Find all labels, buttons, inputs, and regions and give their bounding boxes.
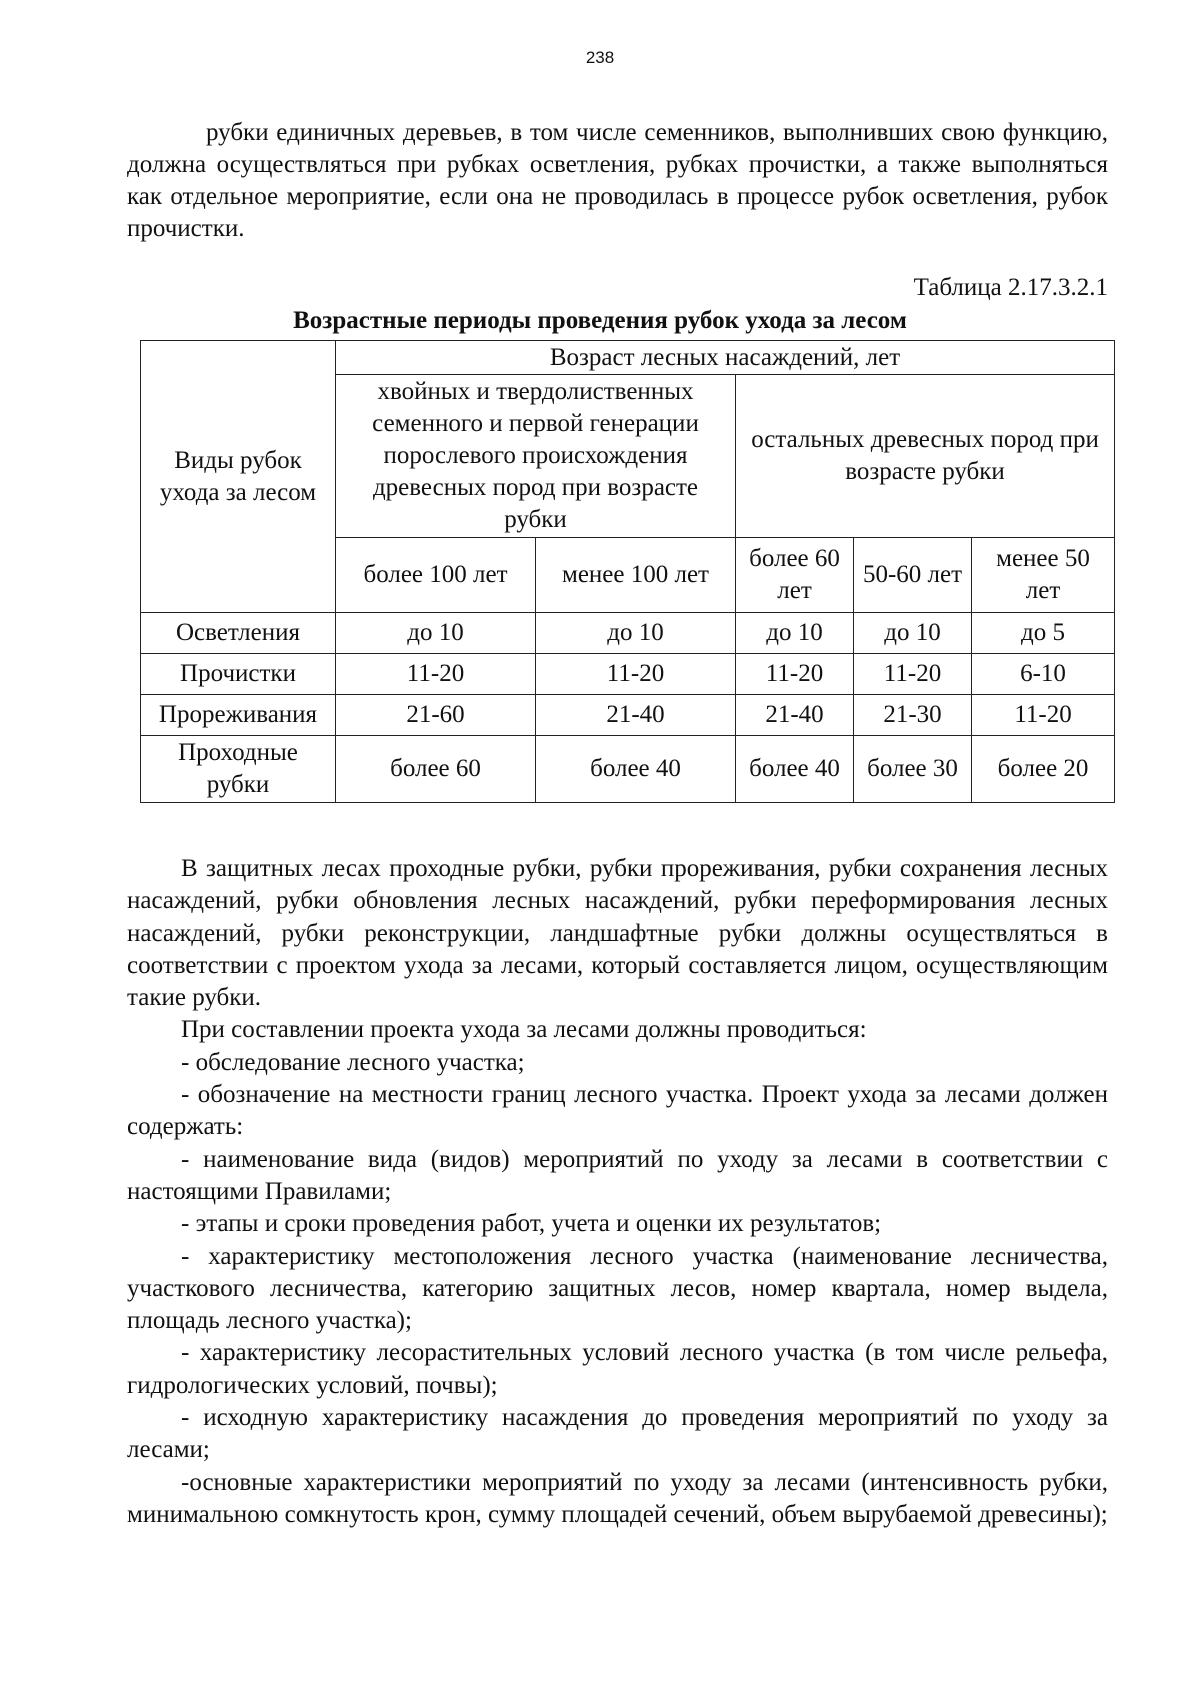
table-caption: Таблица 2.17.3.2.1 — [913, 274, 1108, 301]
table-cell: 21-40 — [536, 695, 736, 736]
col-more-100-header: более 100 лет — [336, 538, 536, 613]
row-name: Проходные рубки — [141, 736, 336, 803]
intro-paragraph — [127, 117, 1108, 245]
table-cell: до 10 — [536, 613, 736, 654]
page-number: 238 — [585, 48, 615, 67]
table-cell: более 40 — [736, 736, 854, 803]
table-cell: 11-20 — [736, 654, 854, 695]
list-item: - обследование лесного участка; — [181, 1048, 525, 1076]
table-cell: более 60 — [336, 736, 536, 803]
intro-paragraph-text: рубки единичных деревьев, в том числе семенников, выполнивших свою функцию, должна осуществляться при рубках осветления, рубках прочистки, а также выполняться как отдельное мероприятие, если она не проводилась в процессе рубок осветления, рубок прочистки. — [127, 119, 1108, 242]
list-item: -основные характеристики мероприятий по уходу за лесами (интенсивность рубки, минимальною сомкнутость крон, сумму площадей сечений, объем вырубаемой древесины); — [127, 1468, 1108, 1528]
table-cell: 21-30 — [854, 695, 972, 736]
row-name: Прочистки — [141, 654, 336, 695]
group-conifer-header: хвойных и твердолиственных семенного и первой генерации порослевого происхождения древесных пород при возрасте рубки — [336, 375, 736, 538]
table-cell: более 30 — [854, 736, 972, 803]
table-cell: до 10 — [336, 613, 536, 654]
group-other-header: остальных древесных пород при возрасте рубки — [736, 375, 1115, 538]
cutting-periods-table — [140, 340, 1115, 803]
table-cell: 6-10 — [972, 654, 1115, 695]
list-item: - характеристику местоположения лесного участка (наименование лесничества, участкового лесничества, категорию защитных лесов, номер квартала, номер выдела, площадь лесного участка); — [127, 1242, 1108, 1335]
table-cell: до 5 — [972, 613, 1115, 654]
table-row — [141, 613, 1115, 654]
table-cell: 21-60 — [336, 695, 536, 736]
row-name: Прореживания — [141, 695, 336, 736]
row-name: Осветления — [141, 613, 336, 654]
col-more-60-header: более 60 лет — [736, 538, 854, 613]
age-header: Возраст лесных насаждений, лет — [336, 341, 1115, 375]
table-header-row — [141, 341, 1115, 375]
list-item: - характеристику лесорастительных условий лесного участка (в том числе рельефа, гидрологических условий, почвы); — [127, 1339, 1108, 1399]
table-row — [141, 654, 1115, 695]
list-item: - обозначение на местности границ лесного участка. Проект ухода за лесами должен содержать: — [127, 1081, 1108, 1141]
table-cell: 11-20 — [854, 654, 972, 695]
body-text — [127, 853, 1108, 1531]
paragraph: В защитных лесах проходные рубки, рубки прореживания, рубки сохранения лесных насаждений, рубки обновления лесных насаждений, рубки переформирования лесных насаждений, рубки реконструкции, ландшафтные рубки должны осуществляться в соответствии с проектом ухода за лесами, который составляется лицом, осуществляющим такие рубки. — [127, 855, 1108, 1012]
list-item: - наименование вида (видов) мероприятий по уходу за лесами в соответствии с настоящими Правилами; — [127, 1145, 1108, 1205]
table-cell: более 40 — [536, 736, 736, 803]
table-cell: 21-40 — [736, 695, 854, 736]
col-50-60-header: 50-60 лет — [854, 538, 972, 613]
list-item: - исходную характеристику насаждения до проведения мероприятий по уходу за лесами; — [127, 1404, 1108, 1464]
table-cell: 11-20 — [336, 654, 536, 695]
table-cell: 11-20 — [536, 654, 736, 695]
table-cell: 11-20 — [972, 695, 1115, 736]
row-label-header: Виды рубок ухода за лесом — [141, 341, 336, 613]
table-cell: более 20 — [972, 736, 1115, 803]
table-cell: до 10 — [854, 613, 972, 654]
col-less-100-header: менее 100 лет — [536, 538, 736, 613]
paragraph: При составлении проекта ухода за лесами должны проводиться: — [181, 1016, 867, 1044]
table-row — [141, 736, 1115, 803]
list-item: - этапы и сроки проведения работ, учета и оценки их результатов; — [181, 1210, 882, 1238]
table-row — [141, 695, 1115, 736]
table-cell: до 10 — [736, 613, 854, 654]
col-less-50-header: менее 50 лет — [972, 538, 1115, 613]
table-title: Возрастные периоды проведения рубок ухода за лесом — [293, 307, 907, 334]
